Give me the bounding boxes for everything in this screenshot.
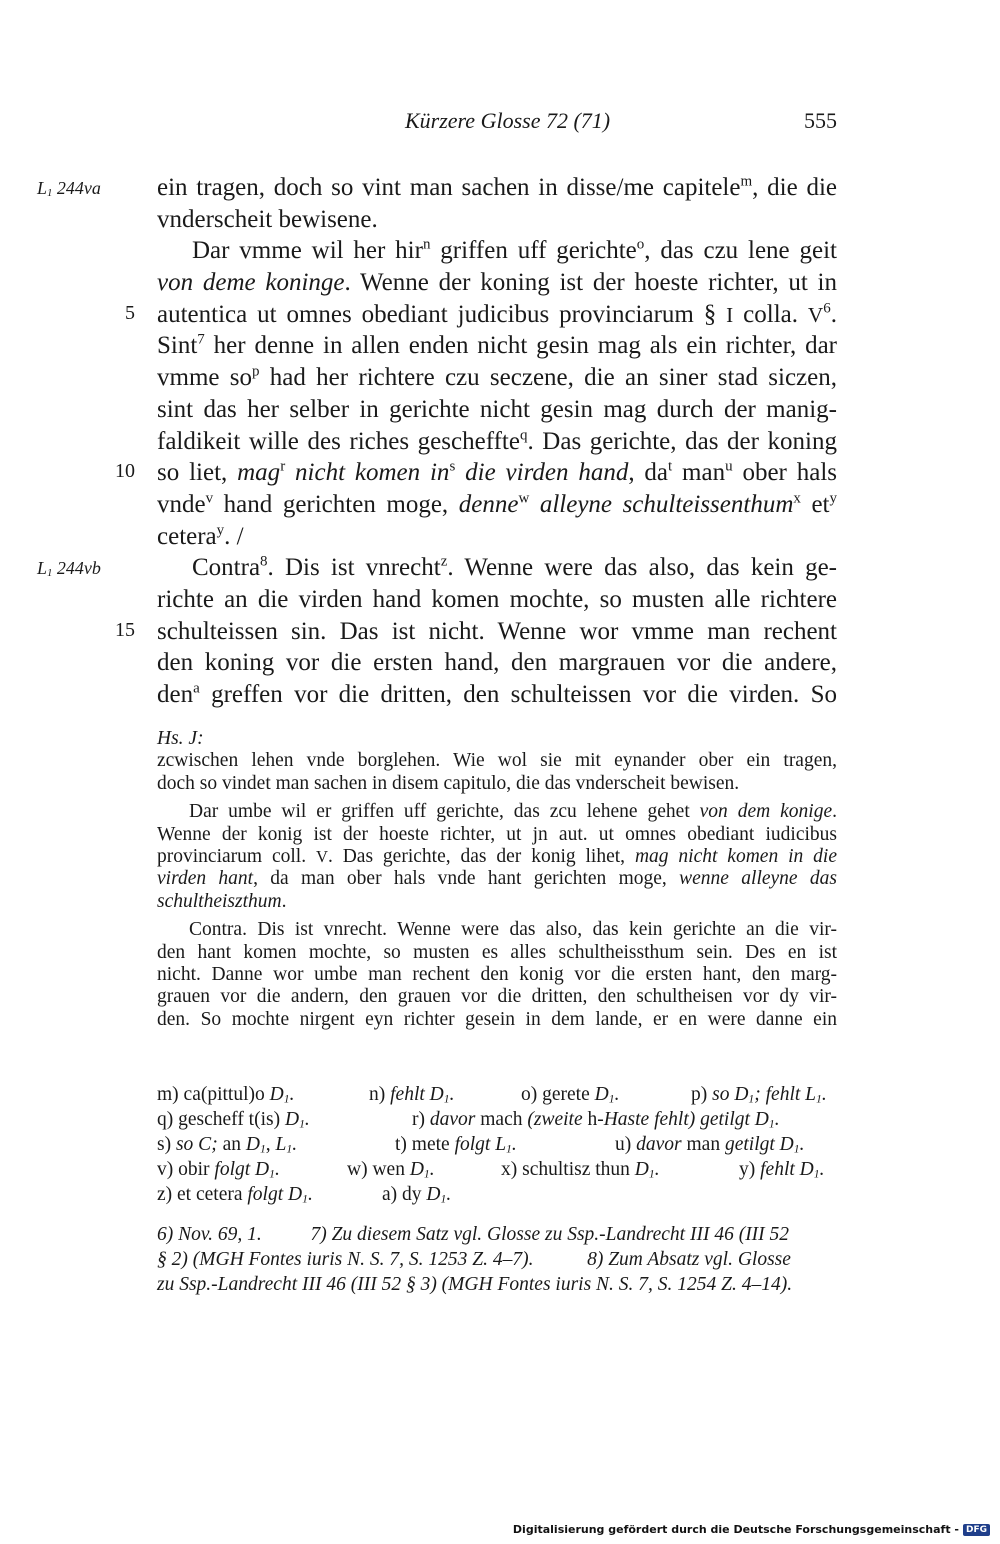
apparatus-note-v: v) obir folgt $D_1$. (157, 1159, 280, 1181)
text-line: Dar vmme wil her hir$^n$ griffen uff gerichte$^o$, das czu lene geit (192, 236, 837, 265)
text-line: vnde$^v$ hand gerichten moge, denne$^w$ alleyne schulteissenthum$^x$ $et^y$ (157, 490, 837, 518)
text-line: cetera$^y$. / (157, 521, 244, 550)
apparatus-note-x: x) schultisz thun $D_1$. (501, 1159, 660, 1181)
line-number-15: 15 (115, 619, 135, 641)
variant-line: zcwischen lehen vnde borglehen. Wie wol sie mit eynander ober ein tragen, (157, 750, 837, 772)
text-line: von deme koninge. Wenne der koning ist der hoeste richter, ut in (157, 269, 837, 297)
critical-apparatus (157, 1082, 837, 1207)
variant-line: den. So mochte nirgent eyn richter gesein in dem lande, er en were danne ein (157, 1008, 837, 1030)
apparatus-note-r: r) davor mach (zweite h-Haste fehlt) getilgt $D_1$. (412, 1109, 780, 1131)
apparatus-note-t: t) mete folgt $L_1$. (395, 1134, 517, 1156)
variant-line: schultheiszthum. (157, 890, 287, 912)
apparatus-row (157, 1132, 837, 1157)
footer-text: Digitalisierung gefördert durch die Deutsche Forschungsgemeinschaft - (512, 1523, 959, 1536)
text-line: Sint$^7$ her denne in allen enden nicht gesin mag als ein richter, dar (157, 331, 837, 360)
text-line: vmme $so^p$ had her richtere czu seczene, die an siner stad siczen, (157, 363, 837, 392)
variant-line: doch so vindet man sachen in disem capitulo, die das vnderscheit bewisen. (157, 772, 740, 794)
variant-line: den hant komen mochte, so musten es alles schultheissthum sein. Des en ist (157, 941, 837, 963)
apparatus-note-a: a) dy $D_1$. (382, 1184, 452, 1206)
text-line: so liet, mag$^r$ nicht komen $in^s$ die virden hand, $da^t$ man$^u$ ober hals (157, 458, 837, 487)
apparatus-note-u: u) davor man getilgt $D_1$. (615, 1134, 805, 1156)
variant-line: Wenne der konig ist der hoeste richter, ut jn aut. ut omnes obediant iudicibus (157, 823, 837, 845)
main-text (157, 172, 837, 711)
variant-line: Dar umbe wil er griffen uff gerichte, das zcu lehene gehet von dem konige. (189, 801, 837, 823)
text-line: Contra$^8$. Dis ist vnrecht$^z$. Wenne were das also, das kein ge- (192, 553, 837, 582)
source-note-line: 6) Nov. 69, 1. 7) Zu diesem Satz vgl. Glosse zu Ssp.-Landrecht III 46 (III 52 (157, 1224, 790, 1245)
text-line: den$^a$ greffen vor die dritten, den schulteissen vor die virden. So (157, 680, 837, 708)
apparatus-row (157, 1157, 837, 1182)
apparatus-note-s: s) so C; an $D_1$, $L_1$. (157, 1134, 298, 1156)
apparatus-note-p: p) so $D_1$; fehlt $L_1$. (691, 1084, 827, 1106)
text-line: ein tragen, doch so vint man sachen in disse/me capitele$^m$, die die (157, 173, 837, 201)
text-line: richte an die virden hand komen mochte, so musten alle richtere (157, 585, 837, 613)
dfg-logo: DFG (963, 1524, 990, 1536)
running-title: Kürzere Glosse 72 (71) (405, 108, 611, 133)
apparatus-note-n: n) fehlt $D_1$. (369, 1084, 455, 1106)
variant-line: virden hant, da man ober hals vnde hant gerichten moge, wenne alleyne das (157, 868, 837, 890)
apparatus-note-q: q) gescheff t(is) $D_1$. (157, 1109, 310, 1131)
digitization-footer (513, 1523, 990, 1536)
variant-line: nicht. Danne wor umbe man rechent den konig vor die ersten hant, den marg- (157, 963, 837, 985)
apparatus-row (157, 1082, 837, 1107)
text-line: vnderscheit bewisene. (157, 205, 378, 233)
variant-heading: Hs. J: (157, 728, 204, 749)
apparatus-note-o: o) gerete $D_1$. (521, 1084, 620, 1106)
line-number-10: 10 (115, 460, 135, 482)
apparatus-note-z: z) et cetera folgt $D_1$. (157, 1184, 313, 1206)
line-number-5: 5 (125, 302, 135, 324)
variant-text-hs-j (157, 728, 837, 1031)
variant-line: provinciarum coll. V. Das gerichte, das der konig lihet, mag nicht komen in die (157, 845, 837, 867)
text-line: schulteissen sin. Das ist nicht. Wenne wor vmme man rechent (157, 617, 837, 645)
text-line: den koning vor die ersten hand, den margrauen vor die andere, (157, 649, 837, 677)
margin-note-l1-244va: $L_1$ 244va (37, 178, 101, 200)
source-note-line: § 2) (MGH Fontes iuris N. S. 7, S. 1253 Z. 4–7). 8) Zum Absatz vgl. Glosse (157, 1249, 791, 1270)
apparatus-note-y: y) fehlt $D_1$. (739, 1159, 825, 1181)
source-notes (157, 1222, 837, 1297)
variant-line: Contra. Dis ist vnrecht. Wenne were das also, das kein gerichte an die vir- (189, 919, 837, 941)
text-line: faldikeit wille des riches gescheffte$^q$. Das gerichte, das der koning (157, 426, 837, 455)
apparatus-note-w: w) wen $D_1$. (347, 1159, 435, 1181)
source-note-line: zu Ssp.-Landrecht III 46 (III 52 § 3) (MGH Fontes iuris N. S. 7, S. 1254 Z. 4–14). (157, 1274, 793, 1295)
text-line: autentica ut omnes obediant judicibus provinciarum § I colla. $V^6$. (157, 300, 837, 328)
apparatus-row (157, 1107, 837, 1132)
apparatus-note-m: m) ca(pittul)o $D_1$. (157, 1084, 295, 1106)
apparatus-row (157, 1182, 837, 1207)
text-line: sint das her selber in gerichte nicht gesin mag durch der manig- (157, 395, 837, 423)
page-number: 555 (804, 108, 837, 133)
margin-note-l1-244vb: $L_1$ 244vb (37, 558, 101, 580)
variant-line: grauen vor die andern, den grauen vor die dritten, den schultheisen vor dy vir- (157, 986, 837, 1008)
